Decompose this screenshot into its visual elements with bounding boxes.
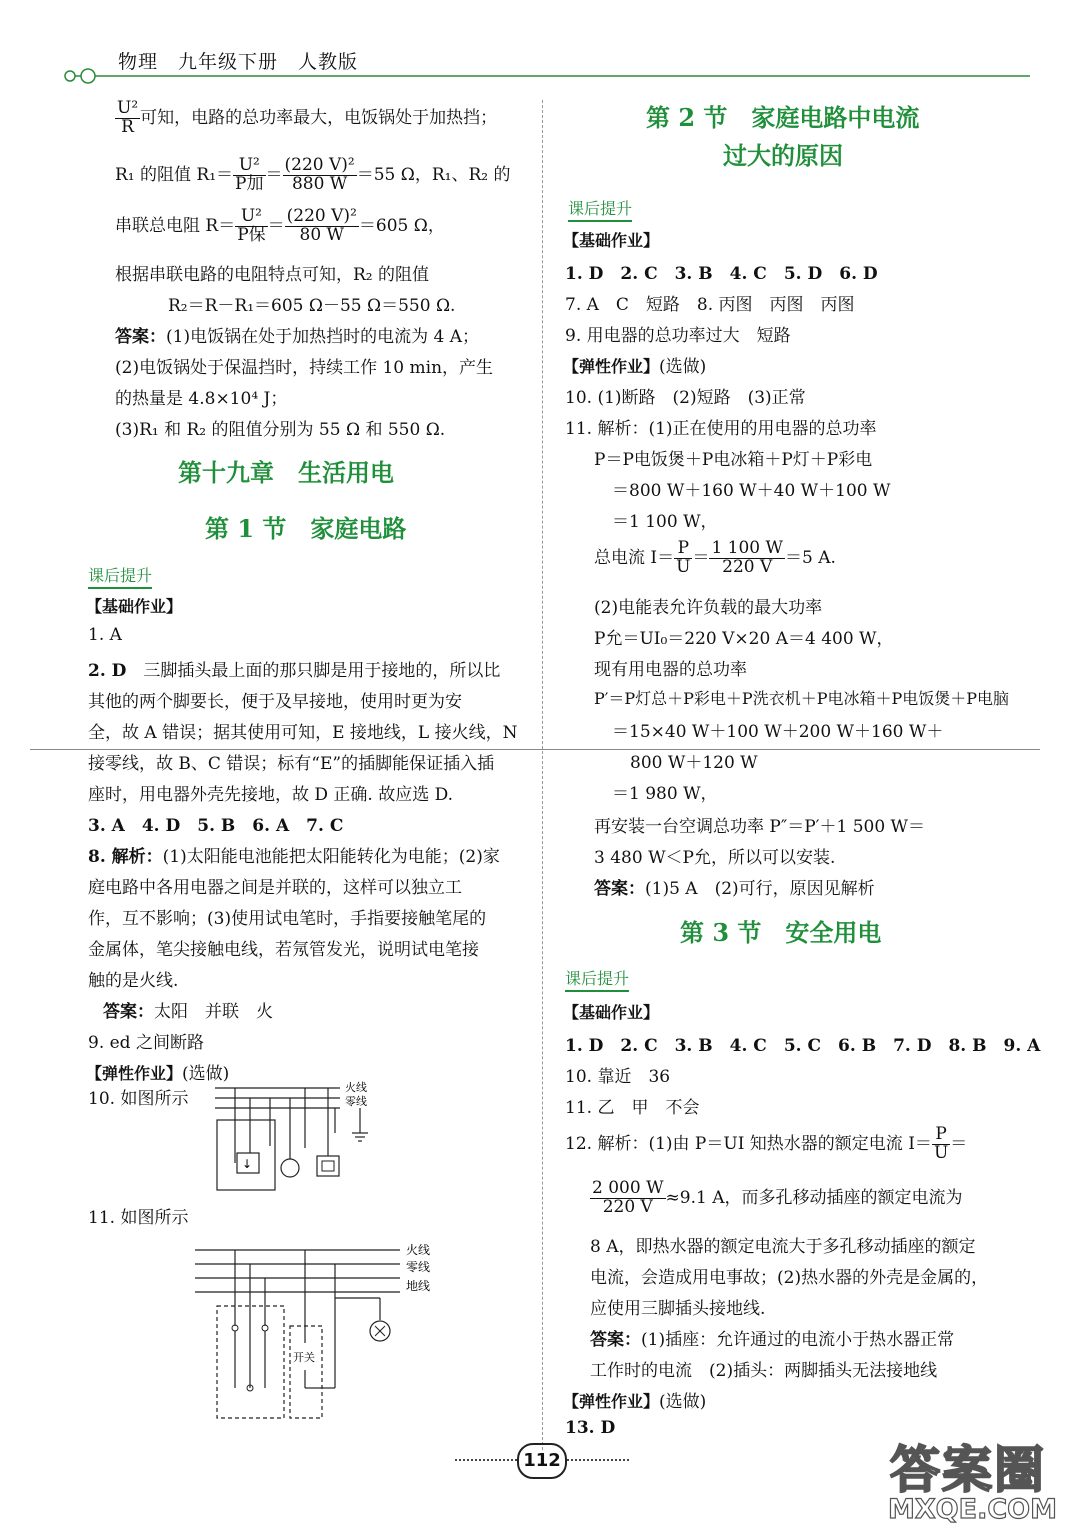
r-line-4: 10. (1)断路 (2)短路 (3)正常 — [565, 388, 806, 408]
q3-7: 3. A 4. D 5. B 6. A 7. C — [88, 816, 344, 836]
header-title: 物理 九年级下册 人教版 — [118, 51, 359, 73]
left-answer-1: 答案：(1)电饭锅在处于加热挡时的电流为 4 A； — [115, 327, 479, 347]
left-line-4: 根据串联电路的电阻特点可知，R₂ 的阻值 — [115, 265, 430, 285]
section-2-title-line1: 第 2 节 家庭电路中电流 — [646, 103, 920, 132]
s-answer-2: 工作时的电流 (2)插头：两脚插头无法接地线 — [590, 1361, 938, 1381]
section-3-title: 第 3 节 安全用电 — [680, 918, 882, 947]
footer-dots-right — [567, 1459, 629, 1461]
q8a: 8. 解析：(1)太阳能电池能把太阳能转化为电能；(2)家 — [88, 847, 500, 867]
watermark-url: MXQE.COM — [888, 1494, 1057, 1525]
diagram2-switch-label: 开关 — [293, 1351, 315, 1364]
diagram1-zero-label: 零线 — [345, 1095, 367, 1108]
elastic-homework-3: 【弹性作业】(选做) — [563, 1392, 707, 1412]
s-line-1: 1. D 2. C 3. B 4. C 5. C 6. B 7. D 8. B 9. A — [565, 1036, 1041, 1056]
basic-homework-2: 【基础作业】 — [563, 231, 660, 250]
r-line-5: 11. 解析：(1)正在使用的用电器的总功率 — [565, 419, 877, 439]
s-line-7: 电流，会造成用电事故；(2)热水器的外壳是金属的， — [590, 1268, 989, 1288]
tag-after-class-2: 课后提升 — [568, 196, 632, 222]
page-number: 112 — [517, 1443, 567, 1479]
q8-answer: 答案：太阳 并联 火 — [103, 1002, 273, 1022]
r-line-6: P＝P电饭煲＋P电冰箱＋P灯＋P彩电 — [594, 450, 873, 470]
q8b: 庭电路中各用电器之间是并联的，这样可以独立工 — [88, 878, 462, 898]
r-line-15: 800 W＋120 W — [630, 753, 758, 773]
header-decoration — [30, 64, 1040, 86]
q2c: 全，故 A 错误；据其使用可知，E 接地线，L 接火线，N — [88, 723, 518, 743]
svg-text:↓: ↓ — [242, 1157, 253, 1171]
r-line-10: (2)电能表允许负载的最大功率 — [594, 598, 823, 618]
left-line-2: R₁ 的阻值 R₁＝ $\frac{\text{U²}}{\text{P加}}$ ＝ $\frac{\text{(220 V)²}}{880 W}$ ＝55 Ω，R₁、R₂ 的 — [115, 155, 511, 194]
left-line-1: $\frac{\text{U²}}{R}$ 可知，电路的总功率最大，电饭锅处于加热挡； — [117, 98, 498, 137]
q1: 1. A — [88, 625, 122, 645]
section-2-title-line2: 过大的原因 — [723, 141, 843, 170]
r-line-9: 总电流 I＝ $\frac{P}{U}$ ＝ $\frac{1 100 W}{220 V}$ ＝5 A. — [594, 538, 836, 577]
s-line-3: 11. 乙 甲 不会 — [565, 1098, 700, 1118]
left-answer-4: (3)R₁ 和 R₂ 的阻值分别为 55 Ω 和 550 Ω. — [115, 420, 446, 440]
q10: 10. 如图所示 — [88, 1089, 189, 1109]
s-line-2: 10. 靠近 36 — [565, 1067, 671, 1087]
left-answer-3: 的热量是 4.8×10⁴ J； — [115, 389, 288, 409]
s-answer-1: 答案：(1)插座：允许通过的电流小于热水器正常 — [590, 1330, 955, 1350]
q2a: 2. D 三脚插头最上面的那只脚是用于接地的，所以比 — [88, 661, 501, 681]
circuit-diagram-11 — [195, 1238, 445, 1428]
left-answer-2: (2)电饭锅处于保温挡时，持续工作 10 min，产生 — [115, 358, 494, 378]
watermark-logo: 答案圈 — [890, 1441, 1046, 1499]
r-line-16: ＝1 980 W， — [612, 784, 718, 804]
diagram1-fire-label: 火线 — [345, 1081, 367, 1094]
tag-after-class-3: 课后提升 — [565, 966, 629, 992]
s-line-8: 应使用三脚插头接地线. — [590, 1299, 766, 1319]
q8e: 触的是火线. — [88, 971, 179, 991]
r-line-13: P′＝P灯总＋P彩电＋P洗衣机＋P电冰箱＋P电饭煲＋P电脑 — [594, 689, 1009, 708]
q8c: 作，互不影响；(3)使用试电笔时，手指要接触笔尾的 — [88, 909, 487, 929]
q11: 11. 如图所示 — [88, 1208, 189, 1228]
r-line-12: 现有用电器的总功率 — [594, 660, 747, 680]
q9: 9. ed 之间断路 — [88, 1033, 204, 1053]
basic-homework-1: 【基础作业】 — [86, 597, 183, 616]
diagram2-zero-label: 零线 — [406, 1260, 431, 1274]
r-answer: 答案：(1)5 A (2)可行，原因见解析 — [594, 879, 875, 899]
left-line-3: 串联总电阻 R＝ $\frac{\text{U²}}{\text{P保}}$ ＝ $\frac{\text{(220 V)²}}{80 W}$ ＝605 Ω， — [115, 206, 445, 245]
q2d: 接零线，故 B、C 错误；标有“E”的插脚能保证插入插 — [88, 754, 495, 774]
section-1-title: 第 1 节 家庭电路 — [205, 514, 407, 543]
q2e: 座时，用电器外壳先接地，故 D 正确. 故应选 D. — [88, 785, 454, 805]
q2b: 其他的两个脚要长，便于及早接地，使用时更为安 — [88, 692, 462, 712]
r-line-2: 7. A C 短路 8. 丙图 丙图 丙图 — [565, 295, 855, 315]
r-line-3: 9. 用电器的总功率过大 短路 — [565, 326, 791, 346]
r-line-18: 3 480 W＜P允，所以可以安装. — [594, 848, 836, 868]
r-line-8: ＝1 100 W， — [612, 512, 718, 532]
r-line-14: ＝15×40 W＋100 W＋200 W＋160 W＋ — [612, 722, 944, 742]
diagram2-fire-label: 火线 — [406, 1243, 431, 1257]
s-line-4: 12. 解析：(1)由 P＝UI 知热水器的额定电流 I＝ $\frac{P}{U}$ ＝ — [565, 1124, 968, 1163]
s-line-11: 13. D — [565, 1418, 616, 1438]
elastic-homework-1: 【弹性作业】(选做) — [86, 1064, 230, 1084]
basic-homework-3: 【基础作业】 — [563, 1003, 660, 1022]
elastic-homework-2: 【弹性作业】(选做) — [563, 357, 707, 377]
chapter-title: 第十九章 生活用电 — [178, 459, 394, 487]
diagram2-ground-label: 地线 — [406, 1279, 431, 1293]
r-line-7: ＝800 W＋160 W＋40 W＋100 W — [612, 481, 891, 501]
s-line-5: $\frac{2 000 W}{220 V}$ ≈9.1 A，而多孔移动插座的额定电流为 — [592, 1178, 963, 1217]
circuit-diagram-10 — [205, 1078, 415, 1198]
s-line-6: 8 A，即热水器的额定电流大于多孔移动插座的额定 — [590, 1237, 976, 1257]
r-line-1: 1. D 2. C 3. B 4. C 5. D 6. D — [565, 264, 878, 284]
tag-after-class-1: 课后提升 — [88, 563, 152, 589]
q8d: 金属体，笔尖接触电线，若氖管发光，说明试电笔接 — [88, 940, 479, 960]
r-line-11: P允＝UI₀＝220 V×20 A＝4 400 W， — [594, 629, 894, 649]
column-divider — [542, 100, 543, 1450]
left-line-5: R₂＝R－R₁＝605 Ω－55 Ω＝550 Ω. — [168, 296, 456, 316]
footer-dots-left — [455, 1459, 517, 1461]
r-line-17: 再安装一台空调总功率 P″＝P′＋1 500 W＝ — [594, 817, 926, 837]
